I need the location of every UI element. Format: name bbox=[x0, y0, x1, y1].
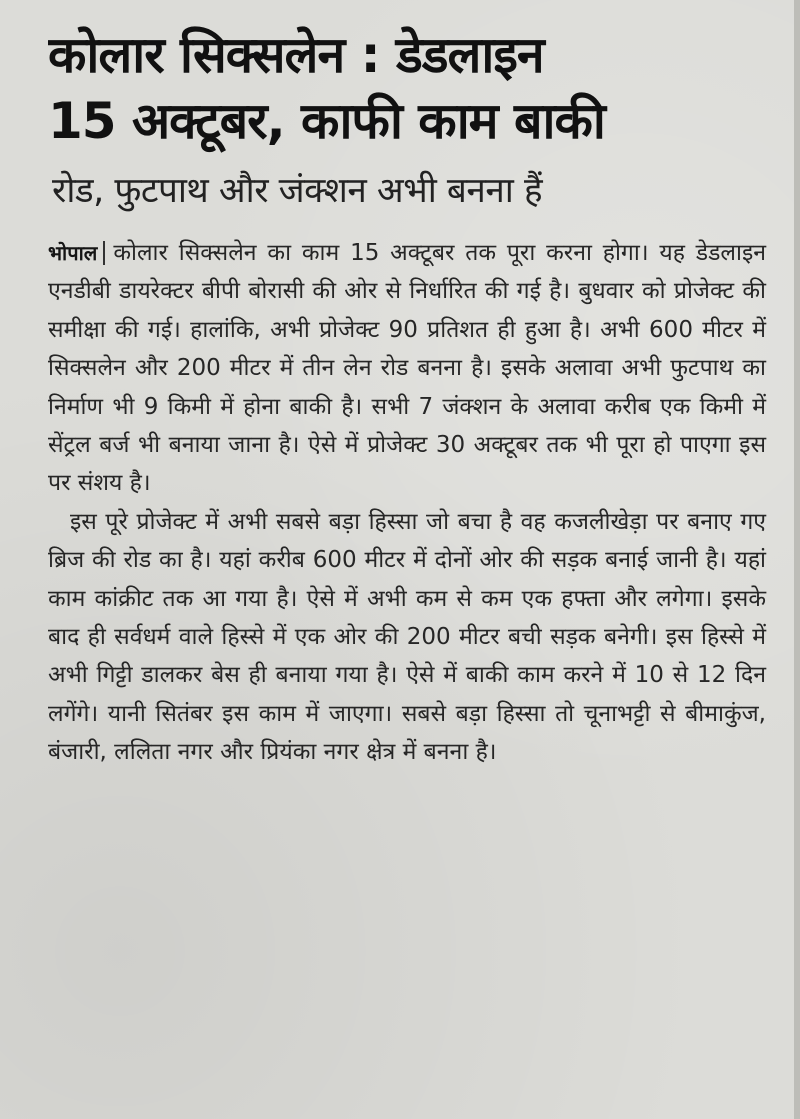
paragraph-1-text: कोलार सिक्सलेन का काम 15 अक्टूबर तक पूरा करना होगा। यह डेडलाइन एनडीबी डायरेक्टर बीपी बोरासी की ओर से निर्धारित की गई है। बुधवार को प्रोजेक्ट की समीक्षा की गई। हालांकि, अभी प्रोजेक्ट 90 प्रतिशत ही हुआ है। अभी 600 मीटर में सिक्सलेन और 200 मीटर में तीन लेन रोड बनना है। इसके अलावा अभी फुटपाथ का निर्माण भी 9 किमी में होना बाकी है। सभी 7 जंक्शन के अलावा करीब एक किमी में सेंट्रल बर्ज भी बनाया जाना है। ऐसे में प्रोजेक्ट 30 अक्टूबर तक भी पूरा हो पाएगा इस पर संशय है। bbox=[48, 240, 766, 497]
paragraph-1 bbox=[48, 234, 766, 503]
headline-line-1: कोलार सिक्सलेन : डेडलाइन bbox=[48, 26, 544, 84]
dateline: भोपाल bbox=[48, 241, 105, 265]
paragraph-2: इस पूरे प्रोजेक्ट में अभी सबसे बड़ा हिस्सा जो बचा है वह कजलीखेड़ा पर बनाए गए ब्रिज की रोड का है। यहां करीब 600 मीटर में दोनों ओर की सड़क बनाई जानी है। यहां काम कांक्रीट तक आ गया है। ऐसे में अभी कम से कम एक हफ्ता और लगेगा। इसके बाद ही सर्वधर्म वाले हिस्से में एक ओर की 200 मीटर बची सड़क बनेगी। इस हिस्से में अभी गिट्टी डालकर बेस ही बनाया गया है। ऐसे में बाकी काम करने में 10 से 12 दिन लगेंगे। यानी सितंबर इस काम में जाएगा। सबसे बड़ा हिस्सा तो चूनाभट्टी से बीमाकुंज, बंजारी, ललिता नगर और प्रियंका नगर क्षेत्र में बनना है। bbox=[48, 508, 766, 766]
headline-line-2: 15 अक्टूबर, काफी काम बाकी bbox=[48, 92, 605, 150]
subheadline: रोड, फुटपाथ और जंक्शन अभी बनना हैं bbox=[52, 171, 543, 211]
paper-edge bbox=[794, 0, 800, 1119]
article-body bbox=[48, 234, 766, 772]
